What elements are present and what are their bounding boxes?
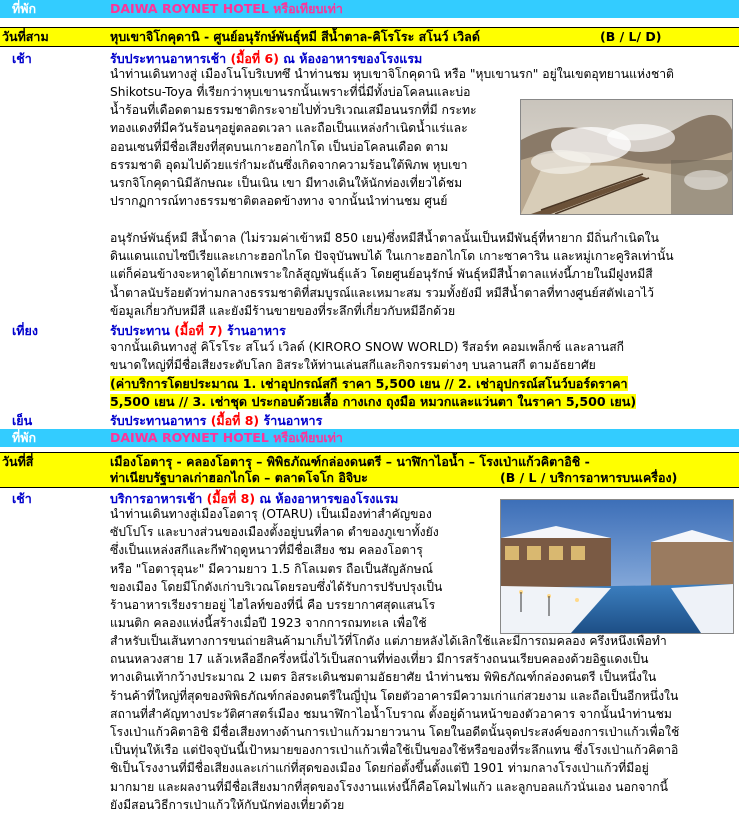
meal-number: (มื้อที่ 8) — [206, 491, 256, 506]
hotel-name: DAIWA ROYNET HOTEL หรือเทียบเท่า — [110, 430, 343, 445]
day4-title-line2: ท่าเนียบรัฐบาลเก่าฮอกไกโด – ตลาดโจโก อิจิบะ — [110, 470, 368, 485]
text-line: ขนาดใหญ่ที่มีชื่อเสียงระดับโลก อิสระให้ท่านเล่นสกีและกิจกรรมต่างๆ บนลานสกี ตามอัธยาศัย — [110, 358, 596, 373]
day3-dinner-heading: รับประทานอาหาร (มื้อที่ 8) ร้านอาหาร — [110, 413, 323, 428]
text-line: ธรรมชาติ อุดมไปด้วยแร่กำมะถันซึ่งเกิดจากความร้อนใต้พิภพ หุบเขา — [110, 157, 468, 172]
day4-header — [0, 452, 739, 488]
accommodation-label: ที่พัก — [12, 430, 37, 445]
text-line: จากนั้นเดินทางสู่ คิโรโระ สโนว์ เวิลด์ (KIRORO SNOW WORLD) รีสอร์ท คอมเพล็กซ์ และลานสกี — [110, 340, 625, 354]
day3-meals: (B / L/ D) — [600, 29, 662, 44]
text-line: มากมาย และผลงานที่มีชื่อเสียงมากที่สุดของโรงงานแห่งนี้ก็คือโคมไฟแก้ว และลูกบอลแก้วนั่นเอง นอกจากนี้ — [110, 779, 669, 794]
text-line: Shikotsu-Toya ที่เรียกว่าหุบเขานรกนั้นเพราะที่นี่มีทั้งบ่อโคลนและบ่อ — [110, 85, 471, 99]
day3-lunch-heading: รับประทาน (มื้อที่ 7) ร้านอาหาร — [110, 323, 286, 338]
day3-title: หุบเขาจิโกคุดานิ - ศูนย์อนุรักษ์พันธุ์หมี สีน้ำตาล-คิโรโระ สโนว์ เวิลด์ — [110, 29, 480, 44]
text-line: แมนติก คลองแห่งนี้สร้างเมื่อปี 1923 จากการถมทะเล เพื่อใช้ — [110, 616, 427, 631]
day4-breakfast-text-bottom — [110, 632, 729, 814]
text-line: สถานที่สำคัญทางประวัติศาสตร์เมือง ชมนาฬิกาไอน้ำโบราณ ตั้งอยู่ด้านหน้าของตัวอาคาร จากนั้นนำท่านชม — [110, 706, 672, 721]
meal-number: (มื้อที่ 6) — [230, 51, 279, 66]
text-line: นำท่านเดินทางสู่เมืองโอตารุ (OTARU) เป็นเมืองท่าสำคัญของ — [110, 507, 432, 521]
ski-rental-note — [110, 375, 729, 411]
text-line: เป็นทุ่นให้เรือ แต่ปัจจุบันนี้เป้าหมายของการเป่าแก้วเพื่อใช้เป็นของใช้หรือของที่ระลึกแทน ซึ่งโรงเป่าแก้วคิตาอิ — [110, 743, 679, 758]
otaru-canal-photo — [500, 499, 734, 634]
day4-title-line1: เมืองโอตารุ - คลองโอตารุ – พิพิธภัณฑ์กล่องดนตรี – นาฬิกาไอน้ำ – โรงเป่าแก้วคิตาอิชิ - — [110, 454, 590, 469]
text-line: ของเมือง โดยมีโกดังเก่าบริเวณโดยรอบซึ่งได้รับการปรับปรุงเป็น — [110, 579, 443, 594]
day3-header — [0, 27, 739, 47]
accommodation-band — [0, 429, 739, 447]
text-line: ซัปโปโร และบางส่วนของเมืองตั้งอยู่บนที่ลาด ตำของภูเขาทั้งยัง — [110, 525, 439, 540]
day4-breakfast-heading: บริการอาหารเช้า (มื้อที่ 8) ณ ห้องอาหารของโรงแรม — [110, 491, 399, 506]
day3-breakfast-text-top — [110, 65, 729, 83]
meal-number: (มื้อที่ 7) — [174, 323, 223, 338]
note-line: 5,500 เยน // 3. เช่าชุด ประกอบด้วยเสื้อ กางเกง ถุงมือ หมวกและแว่นตา ในราคา 5,500 เยน) — [110, 394, 637, 409]
text-line: โรงเป่าแก้วคิตาอิชิ มีชื่อเสียงทางด้านการเป่าแก้วมายาวนาน โดยในอดีตนั้นจุดประสงค์ของการเป่าแก้วเพื่อใช้ — [110, 725, 680, 740]
text-line: หรือ "โอตารุอุนะ" มีความยาว 1.5 กิโลเมตร ถือเป็นสัญลักษณ์ — [110, 561, 433, 576]
text-line: ถนนหลวงสาย 17 แล้วเหลืออีกครึ่งหนึ่งไว้เป็นสถานที่ท่องเที่ยว มีการสร้างถนนเรียบคลองด้วยอิฐแดงเป็น — [110, 652, 649, 667]
text-line: ดินแดนแถบไซบีเรียและเกาะฮอกไกโด ปัจจุบันพบได้ ในเกาะฮอกไกโด เกาะซาคาริน และหมู่เกาะคูริลเท่านั้น — [110, 249, 674, 264]
hell-valley-photo — [520, 99, 733, 215]
text-line: ข้อมูลเกี่ยวกับหมีสี และยังมีร้านขายของที่ระลึกที่เกี่ยวกับหมีอีกด้วย — [110, 303, 456, 318]
text-line: ร้านค้าที่ใหญ่ที่สุดของพิพิธภัณฑ์กล่องดนตรีในญี่ปุ่น โดยตัวอาคารมีความเก่าแก่สวยงาม และถือเป็นอีกหนึ่งใน — [110, 688, 679, 703]
text-line: ทางเดินเท้ากว้างประมาณ 2 เมตร อิสระเดินชมตามอัธยาศัย นำท่านชม พิพิธภัณฑ์กล่องดนตรี เป็นหนึ่งใน — [110, 670, 657, 685]
day3-label: วันที่สาม — [2, 29, 49, 44]
day3-breakfast-slot: เช้า — [12, 51, 32, 66]
text-line: นรกจิโกคุดานิมีลักษณะ เป็นเนิน เขา มีทางเดินให้นักท่องเที่ยวได้ชม — [110, 176, 463, 191]
accommodation-band — [0, 0, 739, 18]
text-line: อนุรักษ์พันธุ์หมี สีน้ำตาล (ไม่รวมค่าเข้าหมี 850 เยน)ซึ่งหมีสีน้ำตาลนั้นเป็นหมีพันธุ์ที่หายาก มีถิ่นกำเนิดใน — [110, 231, 659, 245]
text-line: ชิเป็นโรงงานที่มีชื่อเสียงและเก่าแก่ที่สุดของเมือง โดยก่อตั้งขึ้นตั้งแต่ปี 1901 ท่ามกลางโรงเป่าแก้วที่มีอยู่ — [110, 761, 649, 776]
text-line: น้ำตาลนับร้อยตัวท่ามกลางธรรมชาติที่สมบูรณ์และเหมาะสม รวมทั้งยังมี หมีสีน้ำตาลที่ทางศูนย์สตัฟเอาไว้ — [110, 285, 654, 300]
accommodation-label: ที่พัก — [12, 1, 37, 16]
text-line: ทองแดงที่มีควันร้อนๆอยู่ตลอดเวลา และถือเป็นแหล่งกำเนิดน้ำแร่และ — [110, 121, 468, 136]
day4-label: วันที่สี่ — [2, 454, 34, 469]
day4-meals: (B / L / บริการอาหารบนเครื่อง) — [500, 470, 678, 485]
day3-breakfast-heading: รับประทานอาหารเช้า (มื้อที่ 6) ณ ห้องอาหารของโรงแรม — [110, 51, 423, 66]
note-line: (ค่าบริการโดยประมาณ 1. เช่าอุปกรณ์สกี ราคา 5,500 เยน // 2. เช่าอุปกรณ์สโนว์บอร์ดราคา — [110, 376, 628, 391]
hotel-name: DAIWA ROYNET HOTEL หรือเทียบเท่า — [110, 1, 343, 16]
day4-breakfast-slot: เช้า — [12, 491, 32, 506]
text-line: น้ำร้อนที่เดือดตามธรรมชาติกระจายไปทั่วบริเวณเสมือนนรกที่มี กระทะ — [110, 103, 477, 118]
day3-lunch-text — [110, 338, 729, 374]
text-line: ซึ่งเป็นแหล่งสกีและกีฬาฤดูหนาวที่มีชื่อเสียง ชม คลองโอตารุ — [110, 543, 423, 558]
meal-number: (มื้อที่ 8) — [210, 413, 260, 428]
day3-lunch-slot: เที่ยง — [12, 323, 38, 338]
day3-breakfast-text-bottom — [110, 229, 729, 320]
day3-dinner-slot: เย็น — [12, 413, 33, 428]
text-line: ร้านอาหารเรียงรายอยู่ ไฮไลท์ของที่นี่ คือ บรรยากาศสุดแสนโร — [110, 598, 436, 613]
text-line: ยังมีสอนวิธีการเป่าแก้วให้กับนักท่องเที่ยวด้วย — [110, 797, 345, 812]
text-line: ออนเซนที่มีชื่อเสียงที่สุดบนเกาะฮอกไกโด เป็นบ่อโคลนเดือด ตาม — [110, 139, 449, 154]
text-line: นำท่านเดินทางสู่ เมืองโนโบริเบทซึ นำท่านชม หุบเขาจิโกคุดานิ หรือ "หุบเขานรก" อยู่ในเขตอุทยานแห่งชาติ — [110, 67, 674, 81]
text-line: แต่ก็ค่อนข้างจะหาดูได้ยากเพราะใกล้สูญพันธุ์แล้ว โดยศูนย์อนุรักษ์ พันธุ์หมีสีน้ำตาลแห่งนี้ภายในมีฝูงหมีสี — [110, 267, 653, 282]
text-line: ปรากฏการณ์ทางธรรมชาติตลอดข้างทาง จากนั้นนำท่านชม ศูนย์ — [110, 194, 448, 209]
day4-breakfast-text-wrapped — [110, 505, 495, 632]
day3-breakfast-text-wrapped — [110, 83, 510, 210]
text-line: สำหรับเป็นเส้นทางการขนถ่ายสินค้ามาเก็บไว้ที่โกดัง แต่ภายหลังได้เลิกใช้และมีการถมคลอง ครึ่งหนึ่งเพื่อทำ — [110, 634, 667, 648]
